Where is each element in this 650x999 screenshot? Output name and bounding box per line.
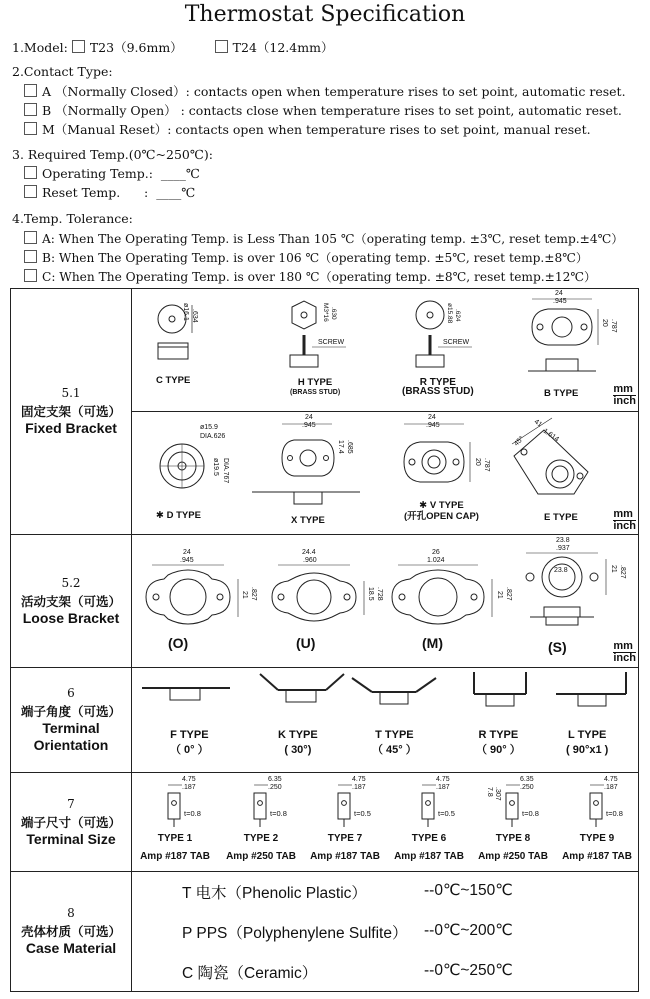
unit-legend xyxy=(613,384,636,407)
x-type-diagram xyxy=(252,416,362,508)
tab-side-inch: .307 xyxy=(494,787,501,801)
terminal-orientation-cell xyxy=(132,668,639,773)
tab-width-inch: .250 xyxy=(520,784,534,791)
tab-width-mm: 4.75 xyxy=(182,776,196,783)
h-type-diagram xyxy=(272,295,352,381)
x-type-dim-w: 24 xyxy=(305,414,313,421)
r-type-name: R TYPE xyxy=(478,729,519,741)
r-type-shape xyxy=(474,672,526,706)
loose-u-dim-w-inch: .960 xyxy=(303,557,317,564)
e-type-caption: E TYPE xyxy=(544,512,578,523)
loose-u-caption: (U) xyxy=(296,635,316,651)
terminal-size-item xyxy=(556,773,638,871)
terminal-size-item xyxy=(472,773,554,871)
case-material-name: P PPS（Polyphenylene Sulfite） xyxy=(182,925,408,942)
section-number: 5.1 xyxy=(61,386,81,400)
h-type-dim-inch: .630 xyxy=(330,307,337,320)
tab-thickness: t=0.8 xyxy=(522,809,539,818)
l-type-caption xyxy=(566,728,608,758)
terminal-tab-icon xyxy=(388,783,470,833)
tab-type-name: TYPE 2 xyxy=(243,833,279,844)
tab-width-mm: 4.75 xyxy=(436,776,450,783)
tab-width-inch: .187 xyxy=(182,784,196,791)
model-t23-checkbox[interactable] xyxy=(72,40,85,53)
unit-inch: inch xyxy=(613,520,636,532)
tab-amp-label: Amp #187 TAB xyxy=(562,851,632,862)
checkbox[interactable] xyxy=(24,122,37,135)
b-type-diagram xyxy=(518,293,618,383)
v-type-dim-h-inch: .787 xyxy=(483,458,490,472)
unit-mm: mm xyxy=(613,641,636,653)
terminal-size-item xyxy=(134,773,216,871)
checkbox[interactable] xyxy=(24,250,37,263)
case-material-name: T 电木（Phenolic Plastic） xyxy=(182,885,367,902)
loose-u-shape xyxy=(272,565,364,621)
section-number: 5.2 xyxy=(61,575,81,590)
k-type-name: K TYPE xyxy=(278,729,318,741)
v-type-dim-w-inch: .945 xyxy=(426,422,440,429)
loose-m-dim-w-inch: 1.024 xyxy=(427,557,445,564)
spec-table xyxy=(10,288,639,992)
contact-option-a[interactable] xyxy=(24,82,626,100)
terminal-tab-icon xyxy=(556,783,638,833)
loose-m-dim-h-inch: .827 xyxy=(505,587,512,601)
loose-o-dim-w-inch: .945 xyxy=(180,557,194,564)
tab-thickness: t=0.8 xyxy=(606,809,623,818)
c-type-diagram xyxy=(150,295,210,375)
tolerance-option-a-text: A: When The Operating Temp. is Less Than 105 ℃（operating temp. ±3℃, reset temp.±4℃） xyxy=(42,232,624,246)
required-temp-label: 3. Required Temp.(0℃~250℃): xyxy=(12,147,213,162)
loose-u-dim-h-inch: .728 xyxy=(376,587,383,601)
reset-temp-option[interactable] xyxy=(24,185,195,200)
loose-o-dim-h-inch: .827 xyxy=(250,587,257,601)
loose-o-dim-w: 24 xyxy=(183,549,191,556)
loose-o-dim-h: 21 xyxy=(241,591,248,599)
tolerance-option-b-text: B: When The Operating Temp. is over 106 ℃（operating temp. ±5℃, reset temp.±8℃） xyxy=(42,251,589,265)
b-type-caption: B TYPE xyxy=(544,388,579,399)
t-type-shape xyxy=(352,678,436,704)
contact-type-label: 2.Contact Type: xyxy=(12,64,113,79)
loose-m-caption: (M) xyxy=(422,635,443,651)
page-title: Thermostat Specification xyxy=(184,2,466,27)
tab-width-mm: 4.75 xyxy=(604,776,618,783)
section-title-en-2: Orientation xyxy=(33,737,109,753)
section-title-en-1: Terminal xyxy=(42,720,100,736)
r-type-diagram xyxy=(398,295,478,381)
case-material-item xyxy=(182,881,513,903)
k-type-angle: ( 30°) xyxy=(284,744,312,756)
r-type-dim-inch: .624 xyxy=(454,309,461,322)
reset-temp-text: Reset Temp. : ____℃ xyxy=(42,185,196,200)
checkbox[interactable] xyxy=(24,185,37,198)
checkbox[interactable] xyxy=(24,84,37,97)
r-type-name: R TYPE xyxy=(419,377,456,388)
contact-option-m[interactable] xyxy=(24,120,591,138)
section-title-zh: 活动支架（可选） xyxy=(20,593,121,609)
f-type-shape xyxy=(142,688,230,700)
x-type-caption: X TYPE xyxy=(291,515,325,526)
operating-temp-option[interactable] xyxy=(24,166,200,181)
operating-temp-text: Operating Temp.: ____℃ xyxy=(42,166,200,181)
b-type-dim-w-inch: .945 xyxy=(553,298,567,305)
b-type-dim-h: 20 xyxy=(601,319,608,327)
terminal-size-item xyxy=(388,773,470,871)
tab-width-mm: 6.35 xyxy=(520,776,534,783)
section-title-en: Fixed Bracket xyxy=(25,420,117,436)
case-material-label xyxy=(11,872,132,992)
k-type-shape xyxy=(260,674,344,702)
contact-option-a-text: A （Normally Closed）: contacts open when temperature rises to set point, automatic reset. xyxy=(42,84,626,99)
tab-type-name: TYPE 6 xyxy=(411,833,447,844)
tab-width-inch: .187 xyxy=(604,784,618,791)
r-type-dim: ø15.88 xyxy=(446,303,453,324)
x-type-dim-h: 17.4 xyxy=(337,440,344,454)
tolerance-option-b[interactable] xyxy=(24,249,588,266)
l-type-angle: ( 90°x1 ) xyxy=(566,744,609,756)
t-type-angle: （ 45° ） xyxy=(372,744,417,756)
l-type-shape xyxy=(556,672,626,706)
tab-width-inch: .187 xyxy=(436,784,450,791)
k-type-caption xyxy=(278,728,318,758)
terminal-orientation-diagrams xyxy=(132,668,638,728)
tab-thickness: t=0.8 xyxy=(270,809,287,818)
tolerance-option-c[interactable] xyxy=(24,268,596,285)
v-type-dim-h: 20 xyxy=(474,458,481,466)
section-title-en: Case Material xyxy=(25,940,117,956)
checkbox[interactable] xyxy=(24,269,37,282)
terminal-tab-icon xyxy=(304,783,386,833)
loose-bracket-cell xyxy=(132,535,639,668)
r-type-screw-label: SCREW xyxy=(443,339,470,346)
tab-width-inch: .250 xyxy=(268,784,282,791)
section-title-zh: 壳体材质（可选） xyxy=(20,924,121,939)
checkbox[interactable] xyxy=(24,231,37,244)
e-type-dim-inch: 1.614 xyxy=(541,427,560,444)
model-t23-label: T23（9.6mm） xyxy=(89,40,183,55)
h-type-caption xyxy=(290,378,340,397)
contact-option-m-text: M（Manual Reset）: contacts open when temperature rises to set point, manual reset. xyxy=(42,122,591,137)
r-type-caption xyxy=(476,728,521,758)
unit-mm: mm xyxy=(613,509,636,521)
tab-type-name: TYPE 9 xyxy=(579,833,615,844)
e-type-diagram xyxy=(502,416,602,510)
terminal-tab-icon xyxy=(472,783,554,833)
tab-amp-label: Amp #187 TAB xyxy=(140,851,210,862)
v-type-sub: (开孔OPEN CAP) xyxy=(404,511,479,522)
loose-u-dim-w: 24.4 xyxy=(302,549,316,556)
f-type-angle: （ 0° ） xyxy=(170,744,209,756)
loose-bracket-label xyxy=(11,535,132,668)
terminal-orientation-label xyxy=(11,668,132,773)
fixed-bracket-label xyxy=(11,289,132,535)
tab-width-mm: 4.75 xyxy=(352,776,366,783)
model-label: 1.Model: xyxy=(12,40,68,55)
terminal-size-label xyxy=(11,773,132,872)
terminal-size-item xyxy=(304,773,386,871)
unit-legend xyxy=(613,641,636,664)
f-type-name: F TYPE xyxy=(170,729,209,741)
section-title-zh: 端子尺寸（可选） xyxy=(20,814,121,830)
b-type-dim-h-inch: .787 xyxy=(610,319,617,333)
loose-u-dim-h: 18.5 xyxy=(367,587,374,601)
x-type-dim-w-inch: .945 xyxy=(302,422,316,429)
h-type-screw-label: SCREW xyxy=(318,339,345,346)
case-material-row xyxy=(11,872,639,992)
tab-type-name: TYPE 7 xyxy=(327,833,363,844)
model-row xyxy=(12,38,333,56)
tab-amp-label: Amp #187 TAB xyxy=(310,851,380,862)
e-type-dim: 41 xyxy=(532,418,544,429)
v-type-diagram xyxy=(390,416,490,496)
tab-type-name: TYPE 1 xyxy=(157,833,193,844)
loose-o-caption: (O) xyxy=(168,635,189,651)
loose-s-dim-w: 23.8 xyxy=(556,537,570,544)
loose-m-dim-w: 26 xyxy=(432,549,440,556)
e-type-angle: 45° xyxy=(513,435,526,448)
tab-type-name: TYPE 8 xyxy=(495,833,531,844)
tolerance-option-a[interactable] xyxy=(24,230,623,247)
v-type-dim-w: 24 xyxy=(428,414,436,421)
t-type-name: T TYPE xyxy=(375,729,414,741)
tab-side-mm: 7.8 xyxy=(486,787,493,797)
section-number: 7 xyxy=(67,796,75,811)
section-title-zh: 固定支架（可选） xyxy=(20,404,121,419)
loose-m-shape xyxy=(392,565,492,624)
loose-s-dim-w-inch: .937 xyxy=(556,545,570,552)
section-number: 8 xyxy=(67,906,75,920)
unit-legend xyxy=(613,509,636,532)
terminal-tab-icon xyxy=(220,783,302,833)
v-type-caption xyxy=(404,500,479,522)
checkbox[interactable] xyxy=(24,103,37,116)
unit-inch: inch xyxy=(613,652,636,664)
fixed-bracket-row-1 xyxy=(11,289,639,412)
h-type-name: H TYPE xyxy=(297,377,333,388)
c-type-dim: ø16.1 xyxy=(182,303,189,321)
terminal-size-item xyxy=(220,773,302,871)
t-type-caption xyxy=(372,728,417,758)
h-type-sub: (BRASS STUD) xyxy=(290,389,341,396)
case-material-item xyxy=(182,921,513,943)
d-type-dim-1: ø15.9 xyxy=(200,424,218,431)
case-material-range: --0℃~250℃ xyxy=(424,962,513,979)
tab-amp-label: Amp #250 TAB xyxy=(478,851,548,862)
tab-thickness: t=0.8 xyxy=(184,809,201,818)
terminal-tab-icon xyxy=(134,783,216,833)
v-type-name: ✱ V TYPE xyxy=(419,500,464,511)
section-title-zh: 端子角度（可选） xyxy=(20,704,121,719)
contact-option-b-text: B （Normally Open） : contacts close when temperature rises to set point, automatic reset. xyxy=(42,103,622,118)
tab-thickness: t=0.5 xyxy=(438,809,455,818)
r-type-sub: (BRASS STUD) xyxy=(402,386,474,397)
case-material-item xyxy=(182,961,513,983)
h-type-dim: M3*16 xyxy=(322,303,329,322)
case-material-cell xyxy=(132,872,639,992)
checkbox[interactable] xyxy=(24,166,37,179)
unit-mm: mm xyxy=(613,384,636,396)
case-material-range: --0℃~200℃ xyxy=(424,922,513,939)
f-type-caption xyxy=(170,728,209,758)
terminal-orientation-row xyxy=(11,668,639,773)
fixed-bracket-cell-2 xyxy=(132,412,639,535)
model-t24-label: T24（12.4mm） xyxy=(232,40,334,55)
tab-amp-label: Amp #250 TAB xyxy=(226,851,296,862)
b-type-dim-w: 24 xyxy=(555,290,563,297)
unit-inch: inch xyxy=(613,395,636,407)
loose-s-shape xyxy=(526,553,606,625)
d-type-dim-2: ø19.5 xyxy=(212,458,219,476)
terminal-size-cell xyxy=(132,773,639,872)
loose-o-shape xyxy=(146,565,238,624)
contact-option-b[interactable] xyxy=(24,101,622,119)
loose-bracket-row xyxy=(11,535,639,668)
loose-s-dim-h: 21 xyxy=(610,565,617,573)
case-material-range: --0℃~150℃ xyxy=(424,882,513,899)
case-material-name: C 陶瓷（Ceramic） xyxy=(182,965,318,982)
r-type-angle: （ 90° ） xyxy=(476,744,521,756)
fixed-bracket-cell-1 xyxy=(132,289,639,412)
loose-s-dim-inner: 23.8 xyxy=(554,567,568,574)
tab-width-mm: 6.35 xyxy=(268,776,282,783)
d-type-caption: ✱ D TYPE xyxy=(156,510,201,521)
tab-thickness: t=0.5 xyxy=(354,809,371,818)
d-type-dim-2-inch: DIA.767 xyxy=(222,458,229,484)
loose-m-dim-h: 21 xyxy=(496,591,503,599)
terminal-size-row xyxy=(11,773,639,872)
section-number: 6 xyxy=(67,686,75,700)
tab-width-inch: .187 xyxy=(352,784,366,791)
loose-s-caption: (S) xyxy=(548,639,567,655)
c-type-dim-inch: .634 xyxy=(191,309,198,323)
d-type-dim-1-inch: DIA.626 xyxy=(200,433,226,440)
tab-amp-label: Amp #187 TAB xyxy=(394,851,464,862)
tolerance-label: 4.Temp. Tolerance: xyxy=(12,211,133,226)
c-type-caption: C TYPE xyxy=(156,375,191,386)
model-t24-checkbox[interactable] xyxy=(215,40,228,53)
section-title-en: Loose Bracket xyxy=(22,609,120,626)
r-type-caption xyxy=(402,378,474,396)
x-type-dim-h-inch: .685 xyxy=(346,440,353,454)
l-type-name: L TYPE xyxy=(568,729,607,741)
section-title-en: Terminal Size xyxy=(26,830,116,847)
tolerance-option-c-text: C: When The Operating Temp. is over 180 ℃（operating temp. ±8℃, reset temp.±12℃） xyxy=(42,270,597,284)
loose-s-dim-h-inch: .827 xyxy=(619,565,626,579)
